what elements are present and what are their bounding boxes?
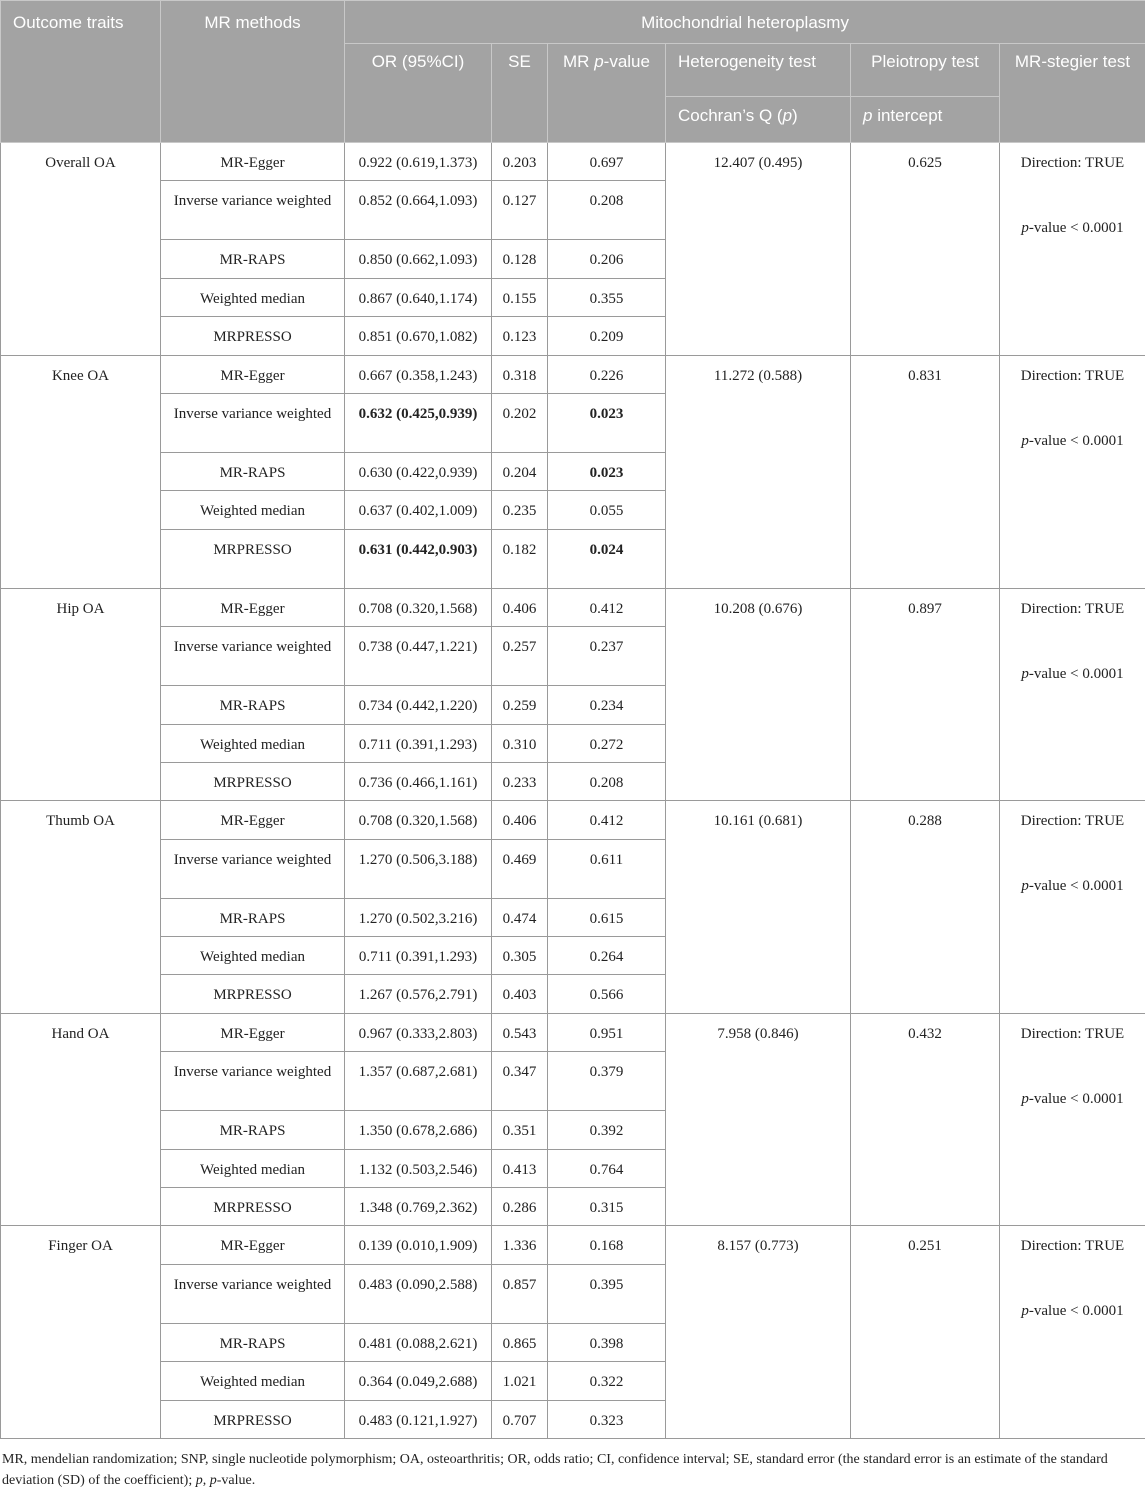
method-cell: MRPRESSO bbox=[161, 1188, 345, 1226]
or-ci-value: 1.348 (0.769,2.362) bbox=[359, 1200, 478, 1216]
method-cell: MR-RAPS bbox=[161, 686, 345, 724]
table-row bbox=[1, 355, 1145, 393]
method-cell: Inverse variance weighted bbox=[161, 393, 345, 452]
se-cell: 0.155 bbox=[492, 278, 548, 316]
p-value-cell bbox=[548, 762, 666, 800]
stegier-spacer bbox=[1006, 620, 1139, 664]
or-ci-cell bbox=[345, 588, 492, 626]
or-ci-cell bbox=[345, 1188, 492, 1226]
stegier-p-value bbox=[1006, 218, 1139, 239]
or-ci-value: 0.922 (0.619,1.373) bbox=[359, 155, 478, 171]
p-value: 0.322 bbox=[590, 1374, 624, 1390]
or-ci-value: 0.631 (0.442,0.903) bbox=[359, 542, 478, 558]
pleiotropy-intercept-cell: 0.288 bbox=[851, 801, 1000, 1014]
method-cell: Weighted median bbox=[161, 1149, 345, 1187]
p-value-cell bbox=[548, 317, 666, 355]
stegier-spacer bbox=[1006, 832, 1139, 876]
footnote-text-before: MR, mendelian randomization; SNP, single nucleotide polymorphism; OA, osteoarthritis; OR, odds ratio; CI, confidence interval; SE, standard error (the standard error is an estimate of the standard deviation (SD) of the coefficient); bbox=[2, 1452, 1108, 1488]
method-cell: MR-RAPS bbox=[161, 452, 345, 490]
method-cell: MRPRESSO bbox=[161, 1400, 345, 1438]
stegier-direction: Direction: TRUE bbox=[1006, 153, 1139, 174]
outcome-trait-cell: Knee OA bbox=[1, 355, 161, 588]
se-cell: 0.474 bbox=[492, 898, 548, 936]
p-value-cell bbox=[548, 278, 666, 316]
method-cell: MRPRESSO bbox=[161, 975, 345, 1013]
header-heterogeneity-test: Heterogeneity test bbox=[666, 44, 851, 97]
p-value-cell bbox=[548, 801, 666, 839]
p-value: 0.023 bbox=[590, 465, 624, 481]
or-ci-value: 0.483 (0.090,2.588) bbox=[359, 1277, 478, 1293]
se-cell: 0.857 bbox=[492, 1264, 548, 1323]
stegier-p-text: -value < 0.0001 bbox=[1029, 1091, 1124, 1107]
p-value-cell bbox=[548, 1052, 666, 1111]
or-ci-cell bbox=[345, 1052, 492, 1111]
or-ci-cell bbox=[345, 240, 492, 278]
or-ci-cell bbox=[345, 686, 492, 724]
p-value-cell bbox=[548, 975, 666, 1013]
p-value: 0.024 bbox=[590, 542, 624, 558]
or-ci-value: 0.139 (0.010,1.909) bbox=[359, 1238, 478, 1254]
p-value: 0.272 bbox=[590, 737, 624, 753]
stegier-cell bbox=[1000, 1226, 1145, 1439]
or-ci-cell bbox=[345, 529, 492, 588]
stegier-direction: Direction: TRUE bbox=[1006, 1024, 1139, 1045]
se-cell: 1.336 bbox=[492, 1226, 548, 1264]
p-value-cell bbox=[548, 898, 666, 936]
stegier-direction: Direction: TRUE bbox=[1006, 811, 1139, 832]
method-cell: MR-Egger bbox=[161, 588, 345, 626]
or-ci-cell bbox=[345, 1111, 492, 1149]
p-value-cell bbox=[548, 724, 666, 762]
table-row bbox=[1, 1013, 1145, 1051]
se-cell: 0.413 bbox=[492, 1149, 548, 1187]
method-cell: Weighted median bbox=[161, 278, 345, 316]
se-cell: 0.127 bbox=[492, 181, 548, 240]
se-cell: 0.259 bbox=[492, 686, 548, 724]
p-value-cell bbox=[548, 393, 666, 452]
or-ci-value: 1.132 (0.503,2.546) bbox=[359, 1162, 478, 1178]
stegier-p-text: -value < 0.0001 bbox=[1029, 878, 1124, 894]
method-cell: MR-Egger bbox=[161, 143, 345, 181]
p-value: 0.168 bbox=[590, 1238, 624, 1254]
p-value-cell bbox=[548, 1264, 666, 1323]
cochran-q-cell: 12.407 (0.495) bbox=[666, 143, 851, 356]
stegier-p-text: -value < 0.0001 bbox=[1029, 1303, 1124, 1319]
p-value-cell bbox=[548, 686, 666, 724]
stegier-p-italic: p bbox=[1021, 433, 1029, 449]
pleiotropy-intercept-cell: 0.831 bbox=[851, 355, 1000, 588]
p-value: 0.237 bbox=[590, 639, 624, 655]
p-value: 0.395 bbox=[590, 1277, 624, 1293]
p-value-cell bbox=[548, 839, 666, 898]
se-cell: 0.305 bbox=[492, 937, 548, 975]
or-ci-cell bbox=[345, 801, 492, 839]
se-cell: 0.351 bbox=[492, 1111, 548, 1149]
p-value-cell bbox=[548, 181, 666, 240]
p-value-cell bbox=[548, 529, 666, 588]
method-cell: Inverse variance weighted bbox=[161, 1264, 345, 1323]
cochran-q-cell: 10.161 (0.681) bbox=[666, 801, 851, 1014]
header-se: SE bbox=[492, 44, 548, 143]
p-value-cell bbox=[548, 588, 666, 626]
table-footnote bbox=[0, 1449, 1143, 1491]
or-ci-value: 0.483 (0.121,1.927) bbox=[359, 1413, 478, 1429]
se-cell: 0.707 bbox=[492, 1400, 548, 1438]
or-ci-value: 0.708 (0.320,1.568) bbox=[359, 813, 478, 829]
or-ci-cell bbox=[345, 762, 492, 800]
se-cell: 0.123 bbox=[492, 317, 548, 355]
method-cell: MRPRESSO bbox=[161, 529, 345, 588]
table-row bbox=[1, 143, 1145, 181]
method-cell: MR-Egger bbox=[161, 1226, 345, 1264]
or-ci-value: 0.630 (0.422,0.939) bbox=[359, 465, 478, 481]
pleiotropy-intercept-cell: 0.251 bbox=[851, 1226, 1000, 1439]
or-ci-value: 0.481 (0.088,2.621) bbox=[359, 1336, 478, 1352]
stegier-direction: Direction: TRUE bbox=[1006, 1236, 1139, 1257]
or-ci-value: 0.852 (0.664,1.093) bbox=[359, 193, 478, 209]
p-value: 0.412 bbox=[590, 601, 624, 617]
or-ci-cell bbox=[345, 1400, 492, 1438]
or-ci-value: 0.734 (0.442,1.220) bbox=[359, 698, 478, 714]
or-ci-cell bbox=[345, 724, 492, 762]
or-ci-value: 1.267 (0.576,2.791) bbox=[359, 987, 478, 1003]
p-value-cell bbox=[548, 627, 666, 686]
stegier-p-italic: p bbox=[1021, 878, 1029, 894]
se-cell: 0.203 bbox=[492, 143, 548, 181]
or-ci-value: 0.736 (0.466,1.161) bbox=[359, 775, 478, 791]
method-cell: MR-RAPS bbox=[161, 240, 345, 278]
stegier-p-value bbox=[1006, 664, 1139, 685]
p-value: 0.764 bbox=[590, 1162, 624, 1178]
header-cochran-suffix: ) bbox=[792, 106, 798, 125]
stegier-p-value bbox=[1006, 1089, 1139, 1110]
footnote-text-mid: , bbox=[203, 1473, 210, 1488]
header-cochran-italic: p bbox=[783, 106, 792, 125]
method-cell: Weighted median bbox=[161, 491, 345, 529]
header-mr-p-italic: p bbox=[594, 52, 603, 71]
pleiotropy-intercept-cell: 0.897 bbox=[851, 588, 1000, 801]
or-ci-cell bbox=[345, 839, 492, 898]
or-ci-cell bbox=[345, 1226, 492, 1264]
header-cochran-q bbox=[666, 97, 851, 143]
or-ci-value: 0.632 (0.425,0.939) bbox=[359, 406, 478, 422]
p-value: 0.615 bbox=[590, 911, 624, 927]
or-ci-value: 0.867 (0.640,1.174) bbox=[359, 291, 478, 307]
or-ci-cell bbox=[345, 1323, 492, 1361]
outcome-trait-cell: Finger OA bbox=[1, 1226, 161, 1439]
p-value-cell bbox=[548, 1149, 666, 1187]
header-mr-stegier-test: MR-stegier test bbox=[1000, 44, 1145, 143]
p-value: 0.315 bbox=[590, 1200, 624, 1216]
p-value: 0.055 bbox=[590, 503, 624, 519]
header-mr-p-suffix: -value bbox=[604, 52, 650, 71]
or-ci-cell bbox=[345, 317, 492, 355]
cochran-q-cell: 11.272 (0.588) bbox=[666, 355, 851, 588]
stegier-spacer bbox=[1006, 1257, 1139, 1301]
cochran-q-cell: 7.958 (0.846) bbox=[666, 1013, 851, 1226]
stegier-p-value bbox=[1006, 431, 1139, 452]
se-cell: 1.021 bbox=[492, 1362, 548, 1400]
or-ci-value: 0.851 (0.670,1.082) bbox=[359, 329, 478, 345]
stegier-spacer bbox=[1006, 387, 1139, 431]
table-header bbox=[1, 1, 1145, 143]
p-value: 0.398 bbox=[590, 1336, 624, 1352]
stegier-p-italic: p bbox=[1021, 666, 1029, 682]
se-cell: 0.310 bbox=[492, 724, 548, 762]
or-ci-cell bbox=[345, 975, 492, 1013]
or-ci-value: 0.637 (0.402,1.009) bbox=[359, 503, 478, 519]
p-value: 0.611 bbox=[590, 852, 623, 868]
header-or-ci: OR (95%CI) bbox=[345, 44, 492, 143]
method-cell: MRPRESSO bbox=[161, 317, 345, 355]
p-value-cell bbox=[548, 1226, 666, 1264]
p-value: 0.379 bbox=[590, 1064, 624, 1080]
p-value-cell bbox=[548, 452, 666, 490]
p-value: 0.323 bbox=[590, 1413, 624, 1429]
table-row bbox=[1, 801, 1145, 839]
p-value-cell bbox=[548, 1362, 666, 1400]
header-mitochondrial-heteroplasmy: Mitochondrial heteroplasmy bbox=[345, 1, 1145, 44]
header-pleiotropy-test: Pleiotropy test bbox=[851, 44, 1000, 97]
method-cell: Inverse variance weighted bbox=[161, 1052, 345, 1111]
se-cell: 0.257 bbox=[492, 627, 548, 686]
stegier-cell bbox=[1000, 1013, 1145, 1226]
or-ci-cell bbox=[345, 181, 492, 240]
or-ci-value: 0.850 (0.662,1.093) bbox=[359, 252, 478, 268]
header-intercept-italic: p bbox=[863, 106, 872, 125]
or-ci-value: 0.738 (0.447,1.221) bbox=[359, 639, 478, 655]
or-ci-value: 0.708 (0.320,1.568) bbox=[359, 601, 478, 617]
p-value: 0.208 bbox=[590, 775, 624, 791]
p-value: 0.023 bbox=[590, 406, 624, 422]
se-cell: 0.865 bbox=[492, 1323, 548, 1361]
se-cell: 0.233 bbox=[492, 762, 548, 800]
se-cell: 0.128 bbox=[492, 240, 548, 278]
or-ci-cell bbox=[345, 1013, 492, 1051]
p-value-cell bbox=[548, 143, 666, 181]
or-ci-value: 1.270 (0.506,3.188) bbox=[359, 852, 478, 868]
outcome-trait-cell: Hip OA bbox=[1, 588, 161, 801]
or-ci-value: 0.711 (0.391,1.293) bbox=[359, 737, 477, 753]
p-value: 0.355 bbox=[590, 291, 624, 307]
method-cell: MR-Egger bbox=[161, 1013, 345, 1051]
p-value: 0.566 bbox=[590, 987, 624, 1003]
method-cell: MR-Egger bbox=[161, 801, 345, 839]
p-value-cell bbox=[548, 937, 666, 975]
method-cell: Inverse variance weighted bbox=[161, 181, 345, 240]
p-value: 0.264 bbox=[590, 949, 624, 965]
stegier-p-text: -value < 0.0001 bbox=[1029, 220, 1124, 236]
table-body bbox=[1, 143, 1145, 1439]
or-ci-cell bbox=[345, 937, 492, 975]
p-value: 0.209 bbox=[590, 329, 624, 345]
method-cell: Inverse variance weighted bbox=[161, 839, 345, 898]
stegier-cell bbox=[1000, 143, 1145, 356]
stegier-cell bbox=[1000, 355, 1145, 588]
or-ci-cell bbox=[345, 393, 492, 452]
or-ci-cell bbox=[345, 1362, 492, 1400]
stegier-p-text: -value < 0.0001 bbox=[1029, 666, 1124, 682]
cochran-q-cell: 10.208 (0.676) bbox=[666, 588, 851, 801]
se-cell: 0.406 bbox=[492, 801, 548, 839]
p-value: 0.234 bbox=[590, 698, 624, 714]
or-ci-cell bbox=[345, 491, 492, 529]
pleiotropy-intercept-cell: 0.625 bbox=[851, 143, 1000, 356]
stegier-direction: Direction: TRUE bbox=[1006, 366, 1139, 387]
stegier-p-value bbox=[1006, 1301, 1139, 1322]
or-ci-cell bbox=[345, 898, 492, 936]
or-ci-value: 1.357 (0.687,2.681) bbox=[359, 1064, 478, 1080]
footnote-p-italic-2: p bbox=[210, 1473, 217, 1488]
or-ci-value: 0.667 (0.358,1.243) bbox=[359, 368, 478, 384]
table-row bbox=[1, 588, 1145, 626]
p-value-cell bbox=[548, 1400, 666, 1438]
method-cell: MRPRESSO bbox=[161, 762, 345, 800]
outcome-trait-cell: Overall OA bbox=[1, 143, 161, 356]
or-ci-cell bbox=[345, 627, 492, 686]
stegier-spacer bbox=[1006, 1045, 1139, 1089]
outcome-trait-cell: Hand OA bbox=[1, 1013, 161, 1226]
pleiotropy-intercept-cell: 0.432 bbox=[851, 1013, 1000, 1226]
header-mr-p-prefix: MR bbox=[563, 52, 594, 71]
p-value-cell bbox=[548, 240, 666, 278]
se-cell: 0.318 bbox=[492, 355, 548, 393]
se-cell: 0.543 bbox=[492, 1013, 548, 1051]
or-ci-cell bbox=[345, 452, 492, 490]
stegier-p-value bbox=[1006, 876, 1139, 897]
header-intercept-suffix: intercept bbox=[872, 106, 942, 125]
p-value: 0.208 bbox=[590, 193, 624, 209]
p-value-cell bbox=[548, 491, 666, 529]
stegier-p-text: -value < 0.0001 bbox=[1029, 433, 1124, 449]
or-ci-value: 1.270 (0.502,3.216) bbox=[359, 911, 478, 927]
se-cell: 0.403 bbox=[492, 975, 548, 1013]
header-cochran-prefix: Cochran’s Q ( bbox=[678, 106, 783, 125]
footnote-text-after: -value. bbox=[217, 1473, 255, 1488]
footnote-p-italic: p bbox=[196, 1473, 203, 1488]
p-value: 0.951 bbox=[590, 1026, 624, 1042]
se-cell: 0.235 bbox=[492, 491, 548, 529]
se-cell: 0.469 bbox=[492, 839, 548, 898]
method-cell: Weighted median bbox=[161, 724, 345, 762]
se-cell: 0.182 bbox=[492, 529, 548, 588]
or-ci-value: 0.364 (0.049,2.688) bbox=[359, 1374, 478, 1390]
p-value-cell bbox=[548, 1188, 666, 1226]
p-value: 0.226 bbox=[590, 368, 624, 384]
se-cell: 0.347 bbox=[492, 1052, 548, 1111]
or-ci-value: 0.711 (0.391,1.293) bbox=[359, 949, 477, 965]
stegier-direction: Direction: TRUE bbox=[1006, 599, 1139, 620]
p-value-cell bbox=[548, 1111, 666, 1149]
method-cell: Weighted median bbox=[161, 937, 345, 975]
or-ci-cell bbox=[345, 143, 492, 181]
outcome-trait-cell: Thumb OA bbox=[1, 801, 161, 1014]
se-cell: 0.204 bbox=[492, 452, 548, 490]
p-value: 0.392 bbox=[590, 1123, 624, 1139]
method-cell: MR-Egger bbox=[161, 355, 345, 393]
or-ci-cell bbox=[345, 355, 492, 393]
p-value: 0.206 bbox=[590, 252, 624, 268]
se-cell: 0.202 bbox=[492, 393, 548, 452]
p-value: 0.697 bbox=[590, 155, 624, 171]
method-cell: MR-RAPS bbox=[161, 1111, 345, 1149]
header-outcome-traits: Outcome traits bbox=[1, 1, 161, 143]
stegier-p-italic: p bbox=[1021, 220, 1029, 236]
p-value-cell bbox=[548, 1323, 666, 1361]
stegier-p-italic: p bbox=[1021, 1091, 1029, 1107]
table-row bbox=[1, 1226, 1145, 1264]
cochran-q-cell: 8.157 (0.773) bbox=[666, 1226, 851, 1439]
or-ci-value: 1.350 (0.678,2.686) bbox=[359, 1123, 478, 1139]
method-cell: Weighted median bbox=[161, 1362, 345, 1400]
or-ci-value: 0.967 (0.333,2.803) bbox=[359, 1026, 478, 1042]
header-mr-methods: MR methods bbox=[161, 1, 345, 143]
se-cell: 0.406 bbox=[492, 588, 548, 626]
p-value-cell bbox=[548, 1013, 666, 1051]
header-mr-p-value bbox=[548, 44, 666, 143]
or-ci-cell bbox=[345, 1149, 492, 1187]
stegier-p-italic: p bbox=[1021, 1303, 1029, 1319]
or-ci-cell bbox=[345, 1264, 492, 1323]
stegier-cell bbox=[1000, 801, 1145, 1014]
method-cell: Inverse variance weighted bbox=[161, 627, 345, 686]
header-p-intercept bbox=[851, 97, 1000, 143]
or-ci-cell bbox=[345, 278, 492, 316]
method-cell: MR-RAPS bbox=[161, 1323, 345, 1361]
method-cell: MR-RAPS bbox=[161, 898, 345, 936]
stegier-cell bbox=[1000, 588, 1145, 801]
p-value: 0.412 bbox=[590, 813, 624, 829]
se-cell: 0.286 bbox=[492, 1188, 548, 1226]
p-value-cell bbox=[548, 355, 666, 393]
stegier-spacer bbox=[1006, 174, 1139, 218]
